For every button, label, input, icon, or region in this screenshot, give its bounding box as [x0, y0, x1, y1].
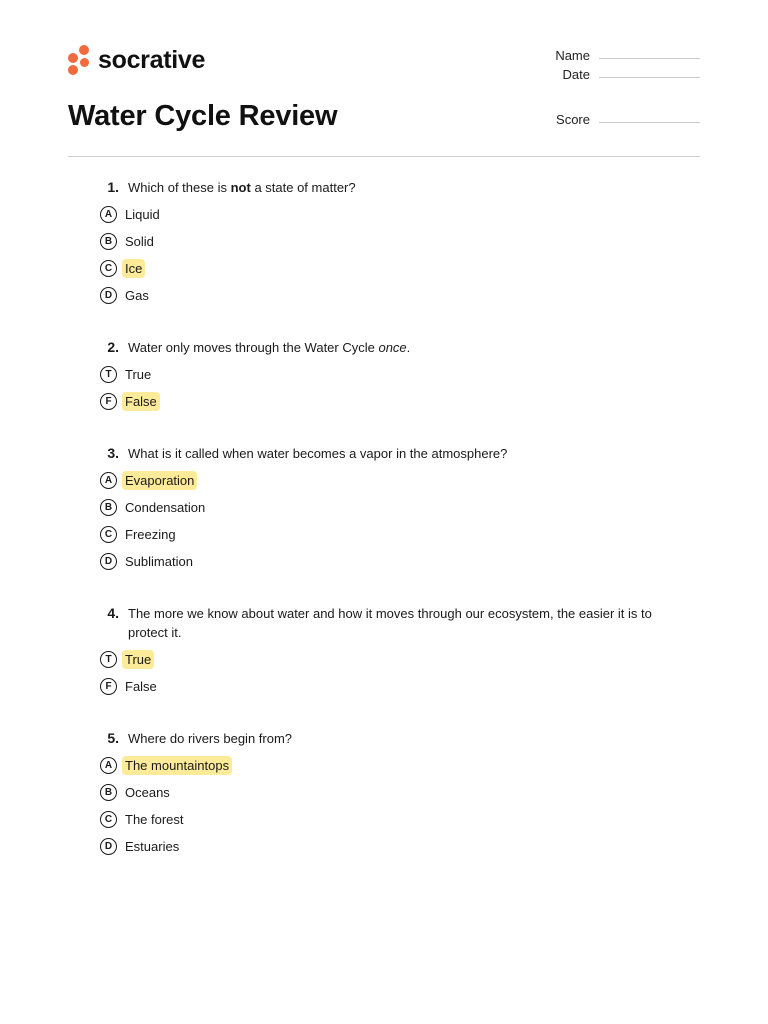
- option-letter-badge: D: [100, 838, 117, 855]
- date-label: Date: [562, 67, 590, 82]
- option-label-highlighted: False: [122, 392, 160, 411]
- option-label: Liquid: [125, 207, 160, 222]
- option-label: Estuaries: [125, 839, 180, 854]
- date-field: [563, 67, 700, 82]
- option-letter-badge: F: [100, 678, 117, 695]
- option-label: False: [125, 679, 157, 694]
- option-d[interactable]: [100, 282, 700, 309]
- option-label-highlighted: Ice: [122, 259, 145, 278]
- option-a[interactable]: [100, 752, 700, 779]
- question-text: What is it called when water becomes a vapor in the atmosphere?: [128, 446, 508, 461]
- option-label: Sublimation: [125, 554, 193, 569]
- question-number: 4.: [107, 605, 119, 621]
- question-1: [100, 178, 700, 309]
- option-a[interactable]: [100, 201, 700, 228]
- question-number: 1.: [107, 179, 119, 195]
- question-text: Which of these is not a state of matter?: [128, 180, 356, 195]
- option-letter-badge: F: [100, 393, 117, 410]
- question-number: 5.: [107, 730, 119, 746]
- option-letter-badge: C: [100, 260, 117, 277]
- option-letter-badge: B: [100, 784, 117, 801]
- name-field: [555, 48, 700, 63]
- option-label-highlighted: True: [122, 650, 154, 669]
- name-label: Name: [555, 48, 590, 63]
- option-label-highlighted: The mountaintops: [122, 756, 232, 775]
- option-label: Gas: [125, 288, 149, 303]
- header-divider: [68, 156, 700, 157]
- option-b[interactable]: [100, 494, 700, 521]
- socrative-logo-icon: [68, 44, 92, 76]
- question-text: Where do rivers begin from?: [128, 731, 293, 746]
- question-list: [100, 178, 700, 889]
- option-c[interactable]: [100, 806, 700, 833]
- emphasis-not: not: [230, 180, 251, 195]
- option-c[interactable]: [100, 521, 700, 548]
- option-false[interactable]: [100, 388, 700, 415]
- option-false[interactable]: [100, 673, 700, 700]
- option-letter-badge: B: [100, 499, 117, 516]
- brand: [68, 44, 205, 76]
- option-b[interactable]: [100, 779, 700, 806]
- option-letter-badge: D: [100, 287, 117, 304]
- option-true[interactable]: [100, 646, 700, 673]
- option-label: Freezing: [125, 527, 176, 542]
- option-label: Oceans: [125, 785, 170, 800]
- option-label: True: [125, 367, 152, 382]
- question-text: Water only moves through the Water Cycle once.: [128, 340, 411, 355]
- option-d[interactable]: [100, 833, 700, 860]
- option-label: Solid: [125, 234, 154, 249]
- option-letter-badge: C: [100, 526, 117, 543]
- option-a[interactable]: [100, 467, 700, 494]
- option-label: Condensation: [125, 500, 206, 515]
- score-label: Score: [556, 112, 590, 127]
- question-text: The more we know about water and how it moves through our ecosystem, the easier it is to protect it.: [128, 606, 652, 640]
- emphasis-once: once: [378, 340, 407, 355]
- option-letter-badge: C: [100, 811, 117, 828]
- score-field: [556, 112, 700, 127]
- option-c[interactable]: [100, 255, 700, 282]
- question-2: [100, 338, 700, 415]
- option-true[interactable]: [100, 361, 700, 388]
- score-blank[interactable]: [599, 121, 700, 123]
- option-label: The forest: [125, 812, 184, 827]
- option-b[interactable]: [100, 228, 700, 255]
- question-number: 2.: [107, 339, 119, 355]
- option-letter-badge: A: [100, 757, 117, 774]
- question-number: 3.: [107, 445, 119, 461]
- name-blank[interactable]: [599, 57, 700, 59]
- question-3: [100, 444, 700, 575]
- option-d[interactable]: [100, 548, 700, 575]
- option-letter-badge: T: [100, 651, 117, 668]
- option-letter-badge: B: [100, 233, 117, 250]
- option-letter-badge: A: [100, 472, 117, 489]
- page-title: Water Cycle Review: [68, 100, 338, 132]
- option-letter-badge: A: [100, 206, 117, 223]
- option-letter-badge: T: [100, 366, 117, 383]
- option-letter-badge: D: [100, 553, 117, 570]
- question-5: [100, 729, 700, 860]
- question-4: [100, 604, 700, 700]
- date-blank[interactable]: [599, 76, 700, 78]
- brand-name: socrative: [98, 45, 206, 74]
- option-label-highlighted: Evaporation: [122, 471, 197, 490]
